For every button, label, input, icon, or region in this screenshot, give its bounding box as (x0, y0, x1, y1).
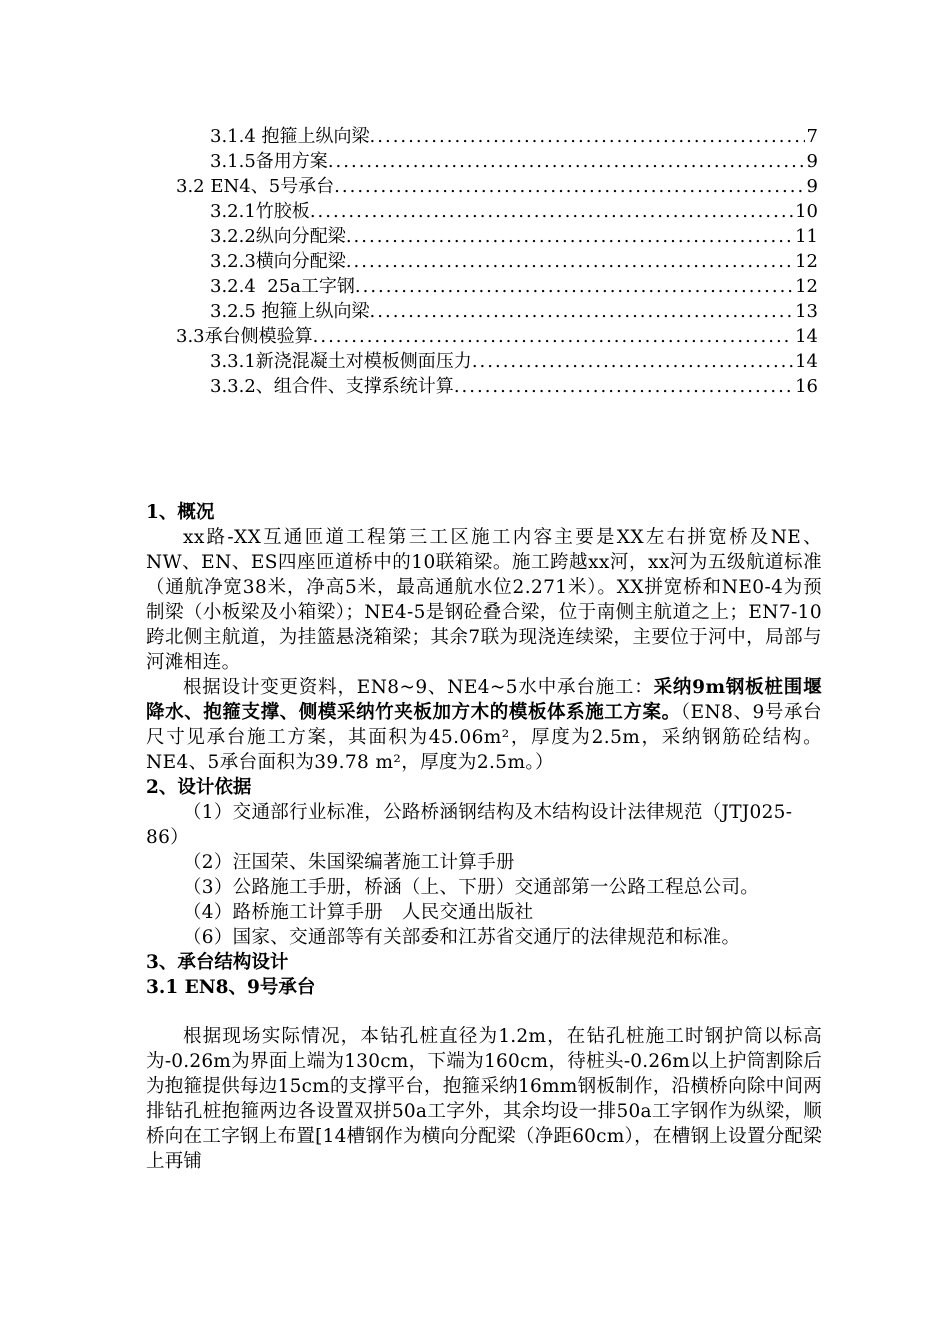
toc-entry-page: 12 (795, 276, 818, 297)
reference-item: （4）路桥施工计算手册 人民交通出版社 (183, 902, 534, 923)
toc-entry-page: 7 (806, 126, 818, 147)
toc-leader-dots (328, 149, 805, 174)
toc-entry[interactable] (210, 349, 818, 374)
design-change-lead: 根据设计变更资料，EN8~9、NE4~5水中承台施工： (183, 677, 654, 698)
toc-entry[interactable] (210, 374, 818, 399)
toc-entry-label: 3.2.1竹胶板 (210, 201, 310, 222)
toc-entry-label: 3.2.4 25a工字钢 (210, 276, 355, 297)
toc-leader-dots (454, 374, 793, 399)
toc-entry-page: 11 (795, 226, 818, 247)
toc-entry[interactable] (210, 224, 818, 249)
toc-entry[interactable] (176, 324, 818, 349)
toc-entry-page: 14 (795, 351, 818, 372)
toc-entry[interactable] (176, 174, 818, 199)
toc-entry-page: 9 (806, 176, 818, 197)
design-change-dimensions: （EN8、9号承台尺寸见承台施工方案，其面积为45.06m²，厚度为2.5m，采纳钢筋砼结构。NE4、5承台面积为39.78 m²，厚度为2.5m。） (146, 702, 823, 773)
toc-entry-page: 9 (806, 151, 818, 172)
document-body (146, 500, 822, 1174)
toc-entry[interactable] (210, 274, 818, 299)
toc-entry[interactable] (210, 199, 818, 224)
section-3-1-heading: 3.1 EN8、9号承台 (146, 977, 316, 998)
toc-leader-dots (370, 124, 805, 149)
design-change-scheme: 采纳9m钢板桩围堰降水、抱箍支撑、侧模采纳竹夹板加方木的模板体系施工方案。 (146, 677, 822, 723)
toc-leader-dots (334, 174, 804, 199)
toc-entry[interactable] (210, 124, 818, 149)
toc-entry-page: 16 (795, 376, 818, 397)
toc-entry-page: 12 (795, 251, 818, 272)
toc-entry-label: 3.2.2纵向分配梁 (210, 226, 346, 247)
section-1-heading: 1、概况 (146, 502, 215, 523)
toc-leader-dots (310, 199, 793, 224)
reference-item: （2）汪国荣、朱国梁编著施工计算手册 (183, 852, 515, 873)
design-change-paragraph (146, 675, 822, 775)
spacer (146, 1000, 822, 1024)
overview-paragraph: xx路-XX互通匝道工程第三工区施工内容主要是XX左右拼宽桥及NE、NW、EN、ES四座匝道桥中的10联箱梁。施工跨越xx河，xx河为五级航道标准（通航净宽38米，净高5米，最高通航水位2.271米）。XX拼宽桥和NE0-4为预制梁（小板梁及小箱梁）；NE4-5是钢砼叠合梁，位于南侧主航道之上；EN7-10跨北侧主航道，为挂篮悬浇箱梁；其余7联为现浇连续梁，主要位于河中，局部与河滩相连。 (146, 527, 822, 673)
toc-leader-dots (370, 299, 794, 324)
section-3-heading: 3、承台结构设计 (146, 952, 289, 973)
reference-item: （3）公路施工手册，桥涵（上、下册）交通部第一公路工程总公司。 (183, 877, 760, 898)
pile-support-paragraph: 根据现场实际情况，本钻孔桩直径为1.2m，在钻孔桩施工时钢护筒以标高为-0.26m为界面上端为130cm，下端为160cm，待桩头-0.26m以上护筒割除后为抱箍提供每边15cm的支撑平台，抱箍采纳16mm钢板制作，沿横桥向除中间两排钻孔桩抱箍两边各设置双拼50a工字外，其余均设一排50a工字钢作为纵梁，顺桥向在工字钢上布置[14槽钢作为横向分配梁（净距60cm），在槽钢上设置分配梁上再铺 (146, 1026, 822, 1172)
toc-entry-label: 3.3承台侧模验算 (176, 326, 313, 347)
toc-entry-label: 3.2.3横向分配梁 (210, 251, 346, 272)
toc-leader-dots (472, 349, 793, 374)
toc-leader-dots (346, 249, 793, 274)
reference-item: （1）交通部行业标准，公路桥涵钢结构及木结构设计法律规范（JTJ025-86） (146, 802, 793, 848)
toc-entry-label: 3.1.5备用方案 (210, 151, 328, 172)
toc-entry-label: 3.3.1新浇混凝土对模板侧面压力 (210, 351, 472, 372)
toc-leader-dots (346, 224, 793, 249)
toc-entry-label: 3.1.4 抱箍上纵向梁 (210, 126, 370, 147)
toc-entry-page: 10 (795, 201, 818, 222)
toc-entry[interactable] (210, 149, 818, 174)
toc-entry-label: 3.2 EN4、5号承台 (176, 176, 335, 197)
toc-entry-label: 3.3.2、组合件、支撑系统计算 (210, 376, 454, 397)
toc-entry[interactable] (210, 299, 818, 324)
toc-entry-page: 14 (795, 326, 818, 347)
toc-entry[interactable] (210, 249, 818, 274)
toc-entry-label: 3.2.5 抱箍上纵向梁 (210, 301, 370, 322)
toc-leader-dots (313, 324, 793, 349)
toc-entry-page: 13 (795, 301, 818, 322)
toc-leader-dots (355, 274, 793, 299)
reference-item: （6）国家、交通部等有关部委和江苏省交通厅的法律规范和标准。 (183, 927, 741, 948)
section-2-heading: 2、设计依据 (146, 777, 252, 798)
